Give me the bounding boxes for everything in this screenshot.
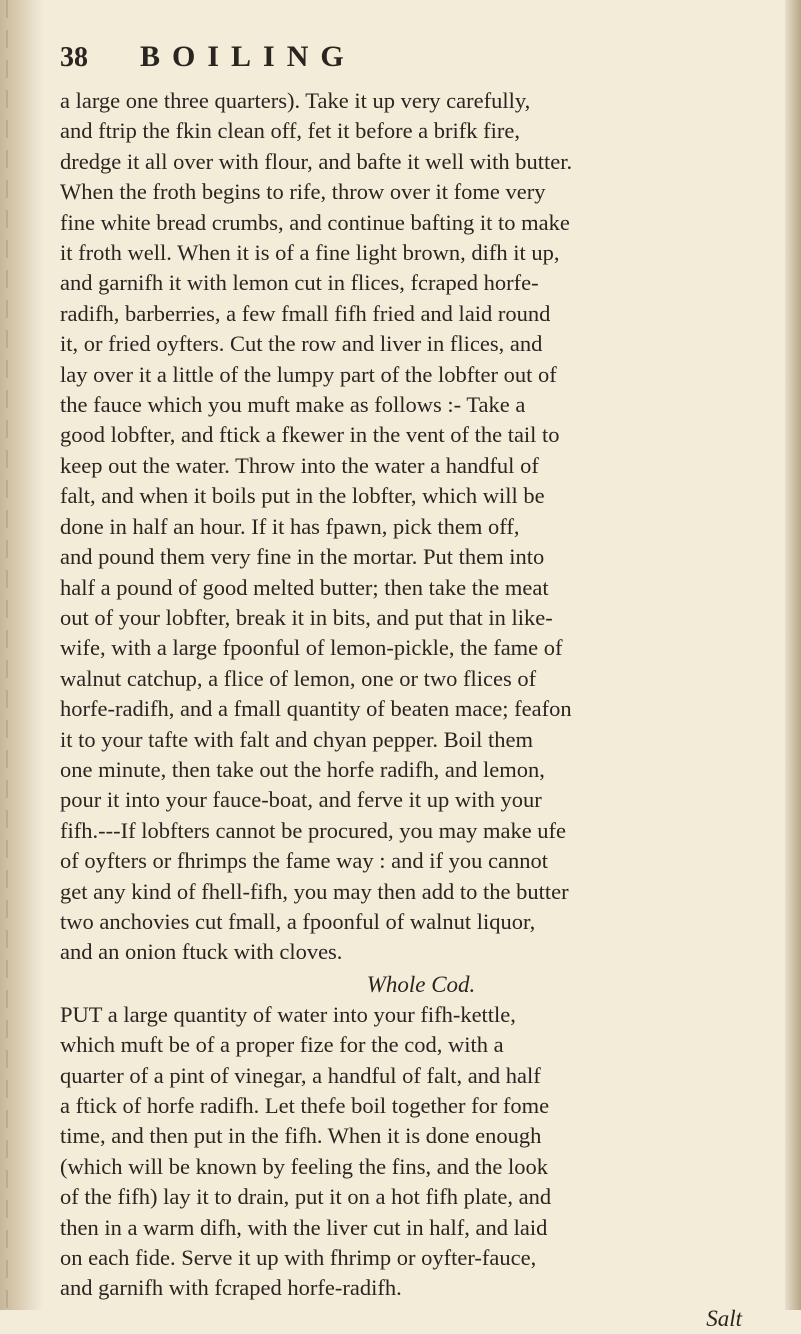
text-line: a large one three quarters). Take it up very carefully, (60, 88, 531, 113)
text-line: and ftrip the fkin clean off, fet it before a brifk fire, (60, 118, 521, 144)
text-line: of oyfters or fhrimps the fame way : and if you cannot (60, 848, 548, 874)
text-line: fifh.---If lobfters cannot be procured, you may make ufe (60, 817, 567, 843)
text-line: walnut catchup, a flice of lemon, one or two flices of (60, 665, 537, 691)
text-line: quarter of a pint of vinegar, a handful of falt, and half (60, 1062, 541, 1088)
text-line: then in a warm difh, with the liver cut in half, and laid (60, 1214, 548, 1240)
page-header (60, 30, 782, 86)
text-line: radifh, barberries, a few fmall fifh fried and laid round (60, 300, 551, 326)
text-line: get any kind of fhell-fifh, you may then add to the butter (60, 878, 569, 904)
text-line: of the fifh) lay it to drain, put it on a hot fifh plate, and (60, 1184, 552, 1210)
text-line: it, or fried oyfters. Cut the row and liver in flices, and (60, 331, 543, 357)
text-line: horfe-radifh, and a fmall quantity of beaten mace; feafon (60, 696, 572, 722)
text-line: half a pound of good melted butter; then take the meat (60, 574, 549, 600)
text-line: PUT a large quantity of water into your fifh-kettle, (60, 1001, 516, 1027)
text-line: falt, and when it boils put in the lobfter, which will be (60, 483, 545, 509)
text-line: time, and then put in the fifh. When it is done enough (60, 1123, 542, 1149)
paragraph-whole-cod (60, 1000, 782, 1304)
text-line: on each fide. Serve it up with fhrimp or oyfter-fauce, (60, 1245, 537, 1271)
text-line: two anchovies cut fmall, a fpoonful of walnut liquor, (60, 908, 536, 934)
text-line: one minute, then take out the horfe radifh, and lemon, (60, 756, 545, 782)
text-line: and pound them very fine in the mortar. Put them into (60, 544, 545, 570)
running-head: BOILING (140, 40, 356, 73)
text-line: keep out the water. Throw into the water a handful of (60, 452, 539, 478)
page-binding-edge (0, 0, 44, 1310)
catchword: Salt (706, 1305, 742, 1331)
page-number: 38 (60, 42, 88, 73)
recipe-subheading: Whole Cod. (366, 971, 476, 997)
text-line: pour it into your fauce-boat, and ferve it up with your (60, 787, 542, 813)
text-line: a ftick of horfe radifh. Let thefe boil together for fome (60, 1093, 550, 1118)
text-line: lay over it a little of the lumpy part of the lobfter out of (60, 361, 557, 387)
text-line: it froth well. When it is of a fine light brown, difh it up, (60, 240, 560, 266)
text-line: fine white bread crumbs, and continue bafting it to make (60, 209, 570, 235)
text-line: which muft be of a proper fize for the cod, with a (60, 1032, 504, 1058)
text-line: it to your tafte with falt and chyan pepper. Boil them (60, 726, 534, 752)
text-line: and garnifh it with lemon cut in flices, fcraped horfe- (60, 270, 539, 296)
text-line: done in half an hour. If it has fpawn, pick them off, (60, 513, 520, 539)
text-line: the fauce which you muft make as follows :- Take a (60, 392, 526, 418)
text-line: and garnifh with fcraped horfe-radifh. (60, 1275, 402, 1301)
text-line: dredge it all over with flour, and bafte it well with butter. (60, 148, 573, 174)
text-line: (which will be known by feeling the fins, and the look (60, 1153, 549, 1179)
text-line: wife, with a large fpoonful of lemon-pickle, the fame of (60, 635, 563, 661)
text-line: good lobfter, and ftick a fkewer in the vent of the tail to (60, 422, 560, 448)
text-line: and an onion ftuck with cloves. (60, 939, 343, 965)
paragraph-lobster-sauce (60, 86, 782, 968)
text-line: When the froth begins to rife, throw over it fome very (60, 179, 546, 205)
page-right-edge (785, 0, 801, 1310)
text-line: out of your lobfter, break it in bits, and put that in like- (60, 604, 553, 630)
book-page (60, 30, 782, 1331)
